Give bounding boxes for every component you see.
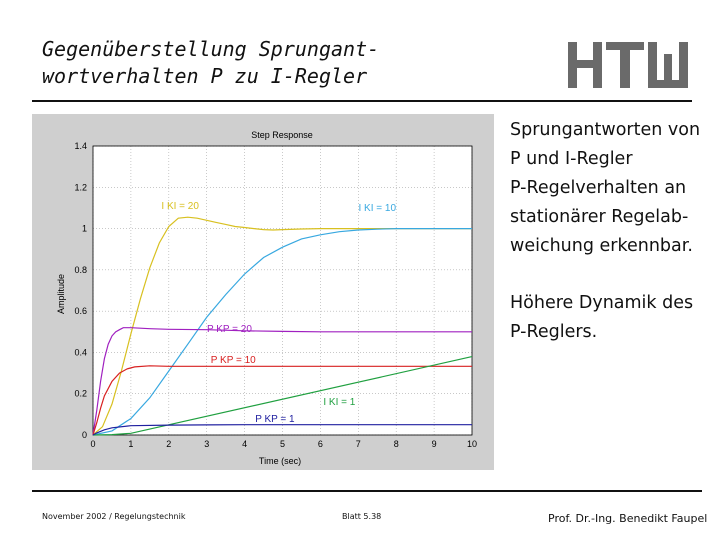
side-paragraph-2 bbox=[510, 289, 715, 347]
footer-author: Prof. Dr.-Ing. Benedikt Faupel bbox=[548, 512, 708, 525]
side-line: weichung erkennbar. bbox=[510, 236, 693, 256]
slide-title-line-2: wortverhalten P zu I-Regler bbox=[42, 64, 368, 88]
side-line: stationärer Regelab- bbox=[510, 207, 689, 227]
x-tick-label: 3 bbox=[204, 439, 210, 449]
x-tick-label: 5 bbox=[279, 439, 286, 449]
x-tick-label: 7 bbox=[355, 439, 361, 449]
y-tick-label: 0.8 bbox=[74, 264, 87, 275]
side-text bbox=[510, 116, 715, 347]
side-line: P-Regelverhalten an bbox=[510, 178, 687, 198]
slide-title bbox=[42, 36, 512, 90]
side-line: Sprungantworten von bbox=[510, 120, 701, 140]
step-response-chart bbox=[32, 114, 494, 470]
side-line: P und I-Regler bbox=[510, 149, 633, 169]
series-label: I KI = 1 bbox=[323, 397, 356, 409]
y-axis-label: Amplitude bbox=[56, 273, 66, 315]
x-tick-label: 1 bbox=[128, 439, 134, 449]
y-tick-label: 0.4 bbox=[74, 347, 87, 358]
title-divider bbox=[32, 100, 692, 102]
chart-svg bbox=[32, 114, 494, 470]
side-line: Höhere Dynamik des bbox=[510, 293, 694, 313]
side-line: P-Reglers. bbox=[510, 322, 598, 342]
x-tick-label: 10 bbox=[466, 439, 478, 449]
series-label: I KI = 20 bbox=[161, 200, 199, 212]
footer-page-number: Blatt 5.38 bbox=[342, 512, 382, 521]
x-axis-label: Time (sec) bbox=[258, 456, 302, 466]
x-tick-label: 0 bbox=[90, 439, 96, 449]
footer-divider bbox=[32, 490, 702, 492]
series-label: I KI = 10 bbox=[358, 203, 397, 215]
footer-course: November 2002 / Regelungstechnik bbox=[42, 512, 186, 521]
slide-title-line-1: Gegenüberstellung Sprungant- bbox=[42, 37, 380, 61]
y-tick-label: 1 bbox=[81, 223, 87, 234]
side-paragraph-1 bbox=[510, 116, 715, 261]
y-tick-label: 0.2 bbox=[74, 388, 87, 399]
series-label: P KP = 1 bbox=[255, 414, 295, 426]
x-tick-label: 9 bbox=[431, 439, 437, 449]
series-label: P KP = 10 bbox=[210, 355, 256, 367]
series-label: P KP = 20 bbox=[206, 323, 252, 335]
chart-title: Step Response bbox=[251, 130, 313, 140]
y-tick-label: 0.6 bbox=[74, 306, 87, 317]
y-tick-label: 1.2 bbox=[74, 182, 87, 193]
x-tick-label: 4 bbox=[242, 439, 248, 449]
y-tick-label: 0 bbox=[81, 430, 87, 440]
x-tick-label: 6 bbox=[317, 439, 323, 449]
y-tick-label: 1.4 bbox=[74, 141, 87, 151]
x-tick-label: 8 bbox=[393, 439, 399, 449]
x-tick-label: 2 bbox=[166, 439, 172, 449]
htw-logo bbox=[568, 40, 692, 94]
